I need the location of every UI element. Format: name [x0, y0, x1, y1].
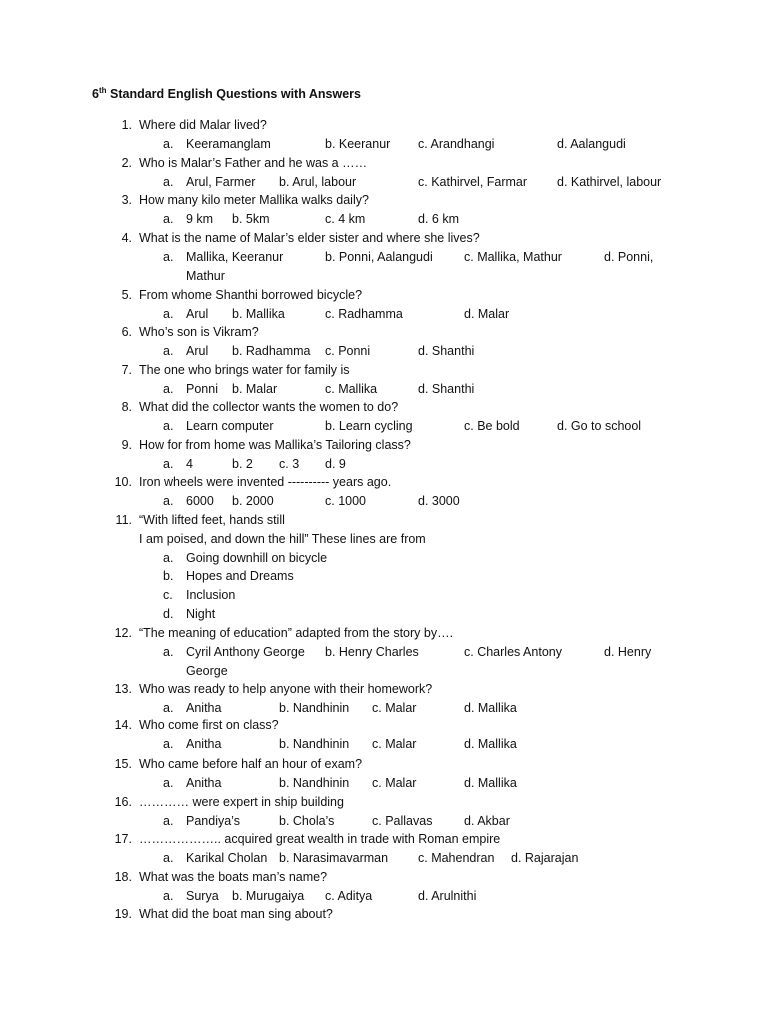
option-text: c. Malar — [372, 700, 417, 715]
question-number: 7. — [121, 363, 132, 377]
option-text: b. Chola’s — [279, 813, 335, 828]
option-letter: d. — [163, 607, 174, 621]
option-letter: a. — [163, 775, 174, 790]
option-text: Inclusion — [186, 588, 236, 603]
option-text: b. Mallika — [232, 306, 285, 321]
option-text: b. Ponni, Aalangudi — [325, 249, 433, 264]
option-letter: a. — [163, 813, 174, 828]
option-text: c. 3 — [279, 456, 300, 471]
option-text: Anitha — [186, 736, 222, 751]
option-text: Cyril Anthony George — [186, 644, 305, 659]
option-text: d. 3000 — [418, 493, 460, 508]
option-text: b. 2 — [232, 456, 253, 471]
question-number: 2. — [121, 156, 132, 170]
question-text: Who come first on class? — [139, 718, 279, 732]
option-letter: a. — [163, 136, 174, 151]
question-text: Who is Malar’s Father and he was a …… — [139, 156, 368, 170]
option-text: d. Mallika — [464, 775, 517, 790]
option-text: Going downhill on bicycle — [186, 550, 328, 565]
question-text: How many kilo meter Mallika walks daily? — [139, 193, 369, 207]
question-number: 17. — [114, 832, 132, 846]
option-letter: a. — [163, 343, 174, 358]
option-letter: a. — [163, 381, 174, 396]
question-text: “The meaning of education” adapted from the story by…. — [139, 626, 454, 640]
option-letter: a. — [163, 850, 174, 865]
question-number: 10. — [114, 475, 132, 489]
question-number: 5. — [121, 288, 132, 302]
option-text: Anitha — [186, 775, 222, 790]
option-text: b. Malar — [232, 381, 278, 396]
option-text: Anitha — [186, 700, 222, 715]
option-text: d. Malar — [464, 306, 510, 321]
question-text: From whome Shanthi borrowed bicycle? — [139, 288, 363, 302]
question-text: What is the name of Malar’s elder sister and where she lives? — [139, 231, 480, 245]
option-text: c. Charles Antony — [464, 644, 562, 659]
option-text: Surya — [186, 888, 219, 903]
title-superscript: th — [98, 86, 107, 95]
option-text: b. Nandhinin — [279, 736, 350, 751]
option-text: b. Murugaiya — [232, 888, 305, 903]
option-text: c. Arandhangi — [418, 136, 495, 151]
option-text: c. Malar — [372, 775, 417, 790]
option-text: d. 9 — [325, 456, 346, 471]
option-text: c. Ponni — [325, 343, 371, 358]
question-text: ……………….. acquired great wealth in trade with Roman empire — [139, 832, 501, 846]
option-text: d. Rajarajan — [511, 850, 579, 865]
question-text: What was the boats man’s name? — [139, 870, 328, 884]
option-text: b. Nandhinin — [279, 700, 350, 715]
option-text: c. Mahendran — [418, 850, 495, 865]
question-number: 11. — [115, 513, 132, 527]
option-text: b. Learn cycling — [325, 418, 413, 433]
option-letter: a. — [163, 736, 174, 751]
option-letter: a. — [163, 418, 174, 433]
option-text: b. 5km — [232, 211, 270, 226]
question-text: What did the boat man sing about? — [139, 907, 333, 921]
question-text: The one who brings water for family is — [139, 363, 350, 377]
option-text: d. Aalangudi — [557, 136, 626, 151]
option-text: 9 km — [186, 211, 214, 226]
option-text: Mallika, Keeranur — [186, 249, 284, 264]
option-text: c. Radhamma — [325, 306, 403, 321]
option-text: d. Kathirvel, labour — [557, 174, 662, 189]
option-text: Karikal Cholan — [186, 850, 268, 865]
question-text: Who came before half an hour of exam? — [139, 757, 363, 771]
option-letter: a. — [163, 493, 174, 508]
option-text: Mathur — [186, 268, 225, 283]
question-text: Where did Malar lived? — [139, 118, 267, 132]
option-text: Night — [186, 607, 216, 621]
option-text: c. Be bold — [464, 418, 520, 433]
question-number: 18. — [114, 870, 132, 884]
question-text: What did the collector wants the women to do? — [139, 400, 399, 414]
question-number: 1. — [121, 118, 132, 132]
question-number: 19. — [114, 907, 132, 921]
question-number: 14. — [114, 718, 132, 732]
question-text-continued: I am poised, and down the hill” These lines are from — [139, 531, 426, 546]
option-letter: a. — [163, 306, 174, 321]
option-text: George — [186, 663, 228, 678]
option-text: 4 — [186, 456, 193, 471]
option-text: b. Narasimavarman — [279, 850, 389, 865]
option-text: c. Mallika — [325, 381, 378, 396]
option-text: d. Henry — [604, 644, 652, 659]
question-text: “With lifted feet, hands still — [139, 513, 285, 527]
option-text: c. Malar — [372, 736, 417, 751]
option-letter: b. — [163, 569, 174, 584]
question-number: 3. — [121, 193, 132, 207]
option-text: Arul — [186, 306, 209, 321]
option-letter: c. — [163, 588, 173, 603]
question-number: 12. — [114, 626, 132, 640]
question-number: 4. — [121, 231, 132, 245]
question-number: 8. — [121, 400, 132, 414]
option-text: 6000 — [186, 493, 214, 508]
option-text: Arul, Farmer — [186, 174, 256, 189]
question-number: 6. — [121, 325, 132, 339]
option-letter: a. — [163, 644, 174, 659]
option-text: c. Kathirvel, Farmar — [418, 174, 528, 189]
option-letter: a. — [163, 888, 174, 903]
option-text: b. Radhamma — [232, 343, 311, 358]
question-number: 16. — [114, 795, 132, 809]
option-text: Keeramanglam — [186, 136, 271, 151]
page-title — [92, 86, 361, 101]
option-text: c. Aditya — [325, 888, 373, 903]
option-letter: a. — [163, 249, 174, 264]
option-text: c. Pallavas — [372, 813, 433, 828]
option-letter: a. — [163, 211, 174, 226]
question-text: Iron wheels were invented ---------- years ago. — [139, 475, 392, 489]
question-number: 13. — [114, 682, 132, 696]
option-text: d. Ponni, — [604, 249, 654, 264]
question-text: ………… were expert in ship building — [139, 795, 344, 809]
option-text: c. 4 km — [325, 211, 366, 226]
option-text: b. Keeranur — [325, 136, 391, 151]
option-text: d. Shanthi — [418, 381, 475, 396]
option-text: d. 6 km — [418, 211, 459, 226]
option-text: Pandiya’s — [186, 813, 240, 828]
option-text: c. 1000 — [325, 493, 367, 508]
option-text: b. Arul, labour — [279, 174, 357, 189]
option-text: d. Arulnithi — [418, 888, 477, 903]
option-text: c. Mallika, Mathur — [464, 249, 562, 264]
question-number: 9. — [121, 438, 132, 452]
question-text: Who was ready to help anyone with their homework? — [139, 682, 433, 696]
question-number: 15. — [114, 757, 132, 771]
option-text: d. Mallika — [464, 700, 517, 715]
option-text: d. Shanthi — [418, 343, 475, 358]
option-letter: a. — [163, 174, 174, 189]
option-letter: a. — [163, 456, 174, 471]
option-text: d. Mallika — [464, 736, 517, 751]
option-text: b. 2000 — [232, 493, 274, 508]
option-text: d. Akbar — [464, 813, 510, 828]
question-text: How for from home was Mallika’s Tailoring class? — [139, 438, 411, 452]
title-number: 6 — [92, 87, 99, 102]
option-text: Hopes and Dreams — [186, 569, 294, 584]
title-text: Standard English Questions with Answers — [110, 87, 361, 102]
option-text: Arul — [186, 343, 209, 358]
option-letter: a. — [163, 550, 174, 565]
option-text: Ponni — [186, 381, 218, 396]
question-text: Who’s son is Vikram? — [139, 325, 259, 339]
option-text: b. Henry Charles — [325, 644, 419, 659]
option-text: b. Nandhinin — [279, 775, 350, 790]
option-text: Learn computer — [186, 418, 274, 433]
option-letter: a. — [163, 700, 174, 715]
option-text: d. Go to school — [557, 418, 642, 433]
